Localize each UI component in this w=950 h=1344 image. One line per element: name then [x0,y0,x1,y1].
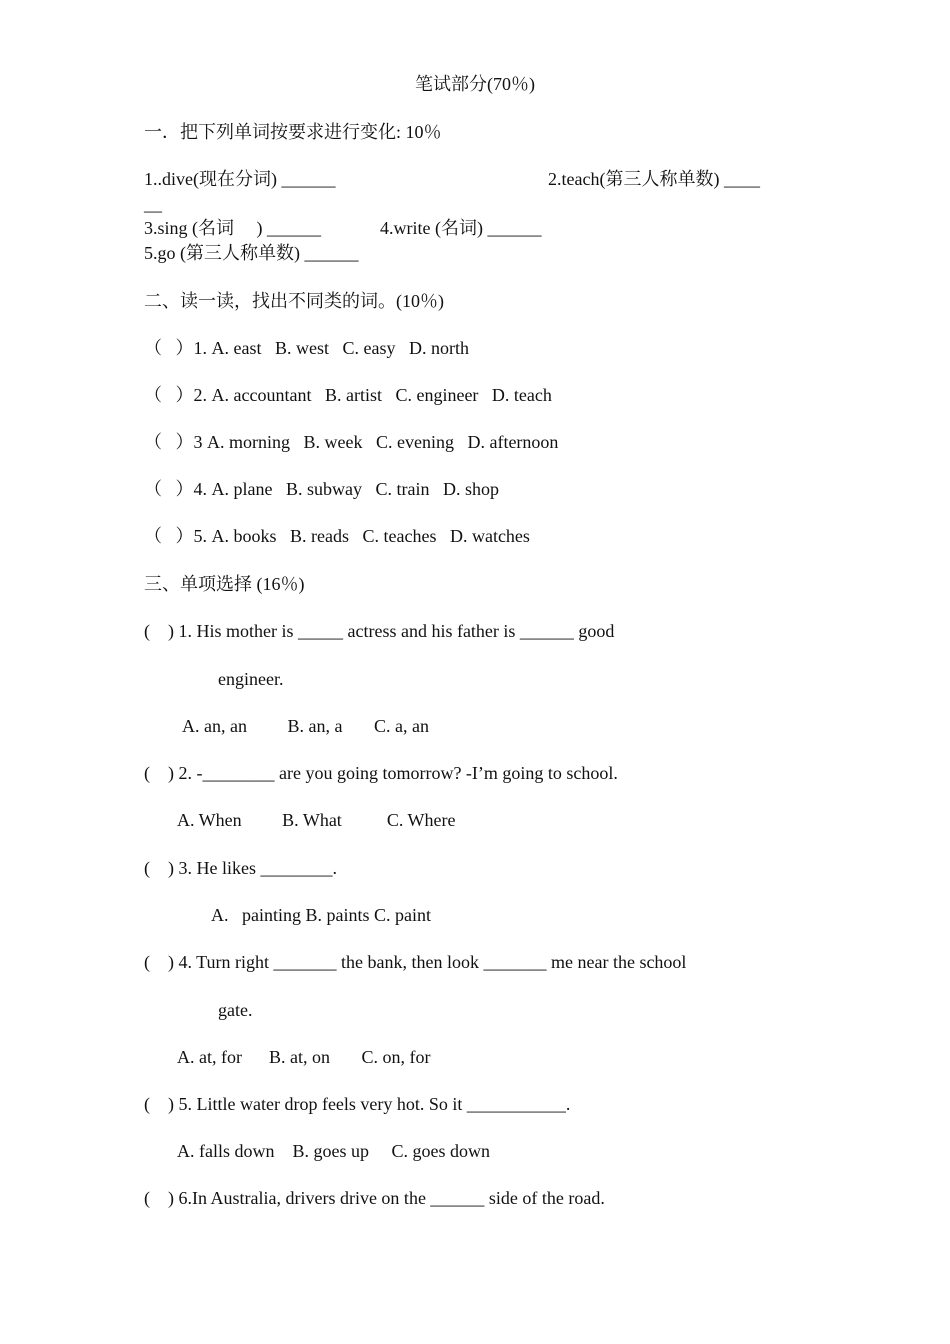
section1-q2: 2.teach(第三人称单数) ____ [548,169,760,189]
section2-heading: 二、读一读，找出不同类的词。(10％) [144,291,444,311]
section3-q3: ( ) 3. He likes ________. [144,858,337,878]
section3-q2: ( ) 2. -________ are you going tomorrow? -I’m going to school. [144,763,618,783]
section3-q3-options: A. painting B. paints C. paint [211,905,431,925]
section3-q6: ( ) 6.In Australia, drivers drive on the ______ side of the road. [144,1188,605,1208]
section2-item: （ ）5. A. books B. reads C. teaches D. watches [144,526,530,546]
section3-q1: ( ) 1. His mother is _____ actress and his father is ______ good [144,621,615,641]
section3-q1-options: A. an, an B. an, a C. a, an [182,716,429,736]
section1-q1: 1..dive(现在分词) ______ [144,169,336,189]
section3-heading: 三、单项选择 (16％) [144,574,305,594]
section3-q1-cont: engineer. [218,669,284,689]
page-title: 笔试部分(70％) [415,74,535,94]
section1-q5: 5.go (第三人称单数) ______ [144,243,359,263]
section2-item: （ ）1. A. east B. west C. easy D. north [144,338,469,358]
section1-q2-wrap: __ [144,194,162,214]
section1-heading: 一．把下列单词按要求进行变化: 10％ [144,122,442,142]
section1-q4: 4.write (名词) ______ [380,218,542,238]
section3-q4-cont: gate. [218,1000,253,1020]
section3-q5: ( ) 5. Little water drop feels very hot. So it ___________. [144,1094,571,1114]
section2-item: （ ）2. A. accountant B. artist C. engineer D. teach [144,385,552,405]
section1-q3: 3.sing (名词 ) ______ [144,218,321,238]
section3-q5-options: A. falls down B. goes up C. goes down [177,1141,490,1161]
section3-q4-options: A. at, for B. at, on C. on, for [177,1047,431,1067]
section2-item: （ ）4. A. plane B. subway C. train D. shop [144,479,499,499]
section3-q2-options: A. When B. What C. Where [177,810,456,830]
section2-item: （ ）3 A. morning B. week C. evening D. afternoon [144,432,559,452]
section3-q4: ( ) 4. Turn right _______ the bank, then look _______ me near the school [144,952,687,972]
